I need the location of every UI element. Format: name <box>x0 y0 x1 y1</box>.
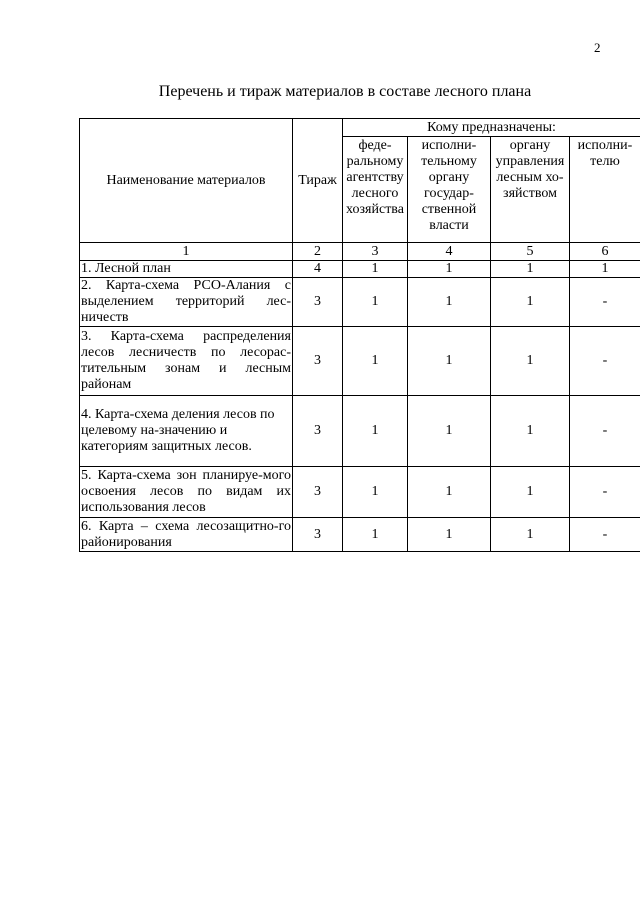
executor-value: 1 <box>570 261 640 278</box>
column-numbers-row <box>80 243 640 261</box>
header-name: Наименование материалов <box>80 119 293 243</box>
forest-management-value: 1 <box>491 327 570 396</box>
document-title: Перечень и тираж материалов в составе лесного плана <box>158 83 532 100</box>
column-number: 2 <box>293 243 343 261</box>
material-name: 3. Карта-схема распределения лесов лесничеств по лесорас-тительным зонам и лесным районам <box>80 327 293 396</box>
forest-management-value: 1 <box>491 278 570 327</box>
header-forest-management: органу управления лесным хо-зяйством <box>491 137 570 243</box>
executive-body-value: 1 <box>408 467 491 518</box>
executor-value: - <box>570 278 640 327</box>
federal-agency-value: 1 <box>343 261 408 278</box>
material-name: 1. Лесной план <box>80 261 293 278</box>
executive-body-value: 1 <box>408 327 491 396</box>
federal-agency-value: 1 <box>343 396 408 467</box>
federal-agency-value: 1 <box>343 278 408 327</box>
table-row <box>80 278 640 327</box>
executor-value: - <box>570 396 640 467</box>
forest-management-value: 1 <box>491 518 570 552</box>
tirazh-value: 3 <box>293 327 343 396</box>
page-number: 2 <box>594 40 601 55</box>
table-row <box>80 327 640 396</box>
forest-management-value: 1 <box>491 467 570 518</box>
tirazh-value: 3 <box>293 467 343 518</box>
table-row <box>80 261 640 278</box>
executor-value: - <box>570 518 640 552</box>
federal-agency-value: 1 <box>343 467 408 518</box>
executor-value: - <box>570 327 640 396</box>
federal-agency-value: 1 <box>343 327 408 396</box>
header-federal-agency: феде-ральному агентству лесного хозяйства <box>343 137 408 243</box>
table-row <box>80 467 640 518</box>
header-executive-body: исполни-тельному органу государ-ственной власти <box>408 137 491 243</box>
tirazh-value: 3 <box>293 396 343 467</box>
materials-table <box>79 118 640 552</box>
column-number: 1 <box>80 243 293 261</box>
material-name: 4. Карта-схема деления лесов по целевому на-значению и категориям защитных лесов. <box>80 396 293 467</box>
federal-agency-value: 1 <box>343 518 408 552</box>
executive-body-value: 1 <box>408 261 491 278</box>
tirazh-value: 3 <box>293 518 343 552</box>
table-row <box>80 518 640 552</box>
executive-body-value: 1 <box>408 278 491 327</box>
material-name: 5. Карта-схема зон планируе-мого освоения лесов по видам их использования лесов <box>80 467 293 518</box>
forest-management-value: 1 <box>491 261 570 278</box>
column-number: 3 <box>343 243 408 261</box>
header-tirazh: Тираж <box>293 119 343 243</box>
forest-management-value: 1 <box>491 396 570 467</box>
executive-body-value: 1 <box>408 396 491 467</box>
executive-body-value: 1 <box>408 518 491 552</box>
header-recipients: Кому предназначены: <box>343 119 640 137</box>
tirazh-value: 4 <box>293 261 343 278</box>
column-number: 4 <box>408 243 491 261</box>
tirazh-value: 3 <box>293 278 343 327</box>
table-row <box>80 396 640 467</box>
column-number: 5 <box>491 243 570 261</box>
material-name: 6. Карта – схема лесозащитно-го районирования <box>81 518 291 550</box>
material-name: 2. Карта-схема РСО-Алания с выделением территорий лес-ничеств <box>81 278 291 325</box>
executor-value: - <box>570 467 640 518</box>
column-number: 6 <box>570 243 640 261</box>
header-executor: исполни-телю <box>570 137 640 243</box>
